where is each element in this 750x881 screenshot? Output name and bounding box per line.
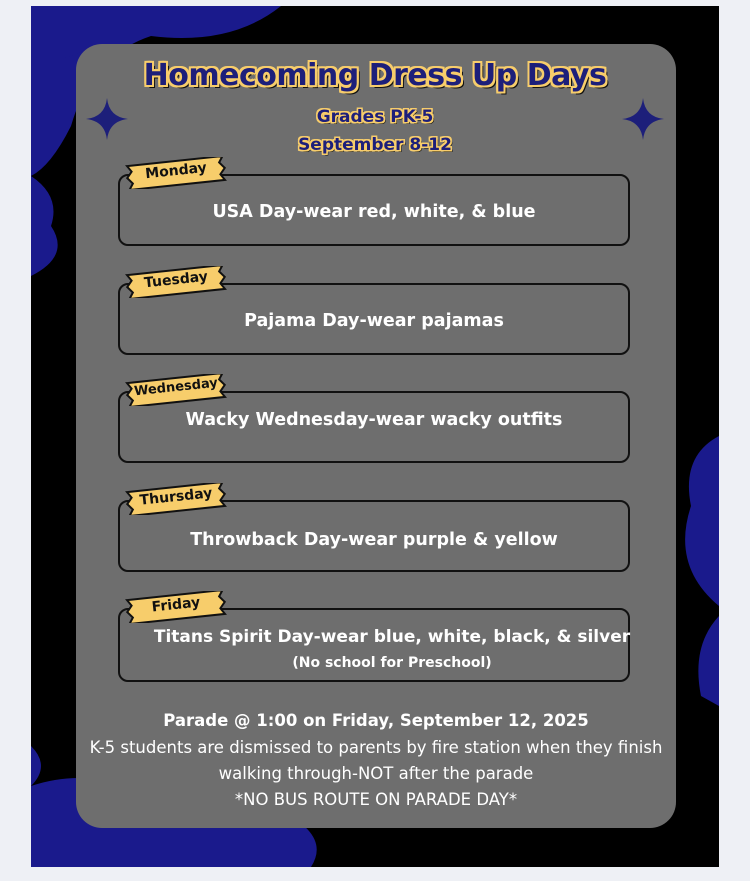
day-label-monday: Monday bbox=[144, 159, 208, 183]
page-title: Homecoming Dress Up Days bbox=[143, 58, 607, 93]
grades-subtitle: Grades PK-5 bbox=[316, 107, 434, 127]
day-label-thursday: Thursday bbox=[138, 485, 214, 509]
day-theme-friday: Titans Spirit Day-wear blue, white, black, & silver bbox=[153, 627, 631, 647]
dismissal-info-line2: walking through-NOT after the parade bbox=[218, 764, 534, 783]
bus-notice: *NO BUS ROUTE ON PARADE DAY* bbox=[234, 790, 518, 809]
day-theme-thursday: Throwback Day-wear purple & yellow bbox=[190, 530, 558, 550]
day-label-tuesday: Tuesday bbox=[143, 268, 209, 292]
day-theme-tuesday: Pajama Day-wear pajamas bbox=[244, 311, 504, 331]
day-label-friday: Friday bbox=[151, 594, 201, 616]
day-label-wednesday: Wednesday bbox=[133, 375, 219, 400]
dates-subtitle: September 8-12 bbox=[298, 135, 452, 155]
dismissal-info-line1: K-5 students are dismissed to parents by fire station when they finish bbox=[89, 738, 663, 757]
day-note-friday: (No school for Preschool) bbox=[292, 655, 492, 671]
day-theme-monday: USA Day-wear red, white, & blue bbox=[212, 202, 536, 222]
day-theme-wednesday: Wacky Wednesday-wear wacky outfits bbox=[185, 410, 563, 430]
parade-info: Parade @ 1:00 on Friday, September 12, 2025 bbox=[163, 711, 589, 730]
